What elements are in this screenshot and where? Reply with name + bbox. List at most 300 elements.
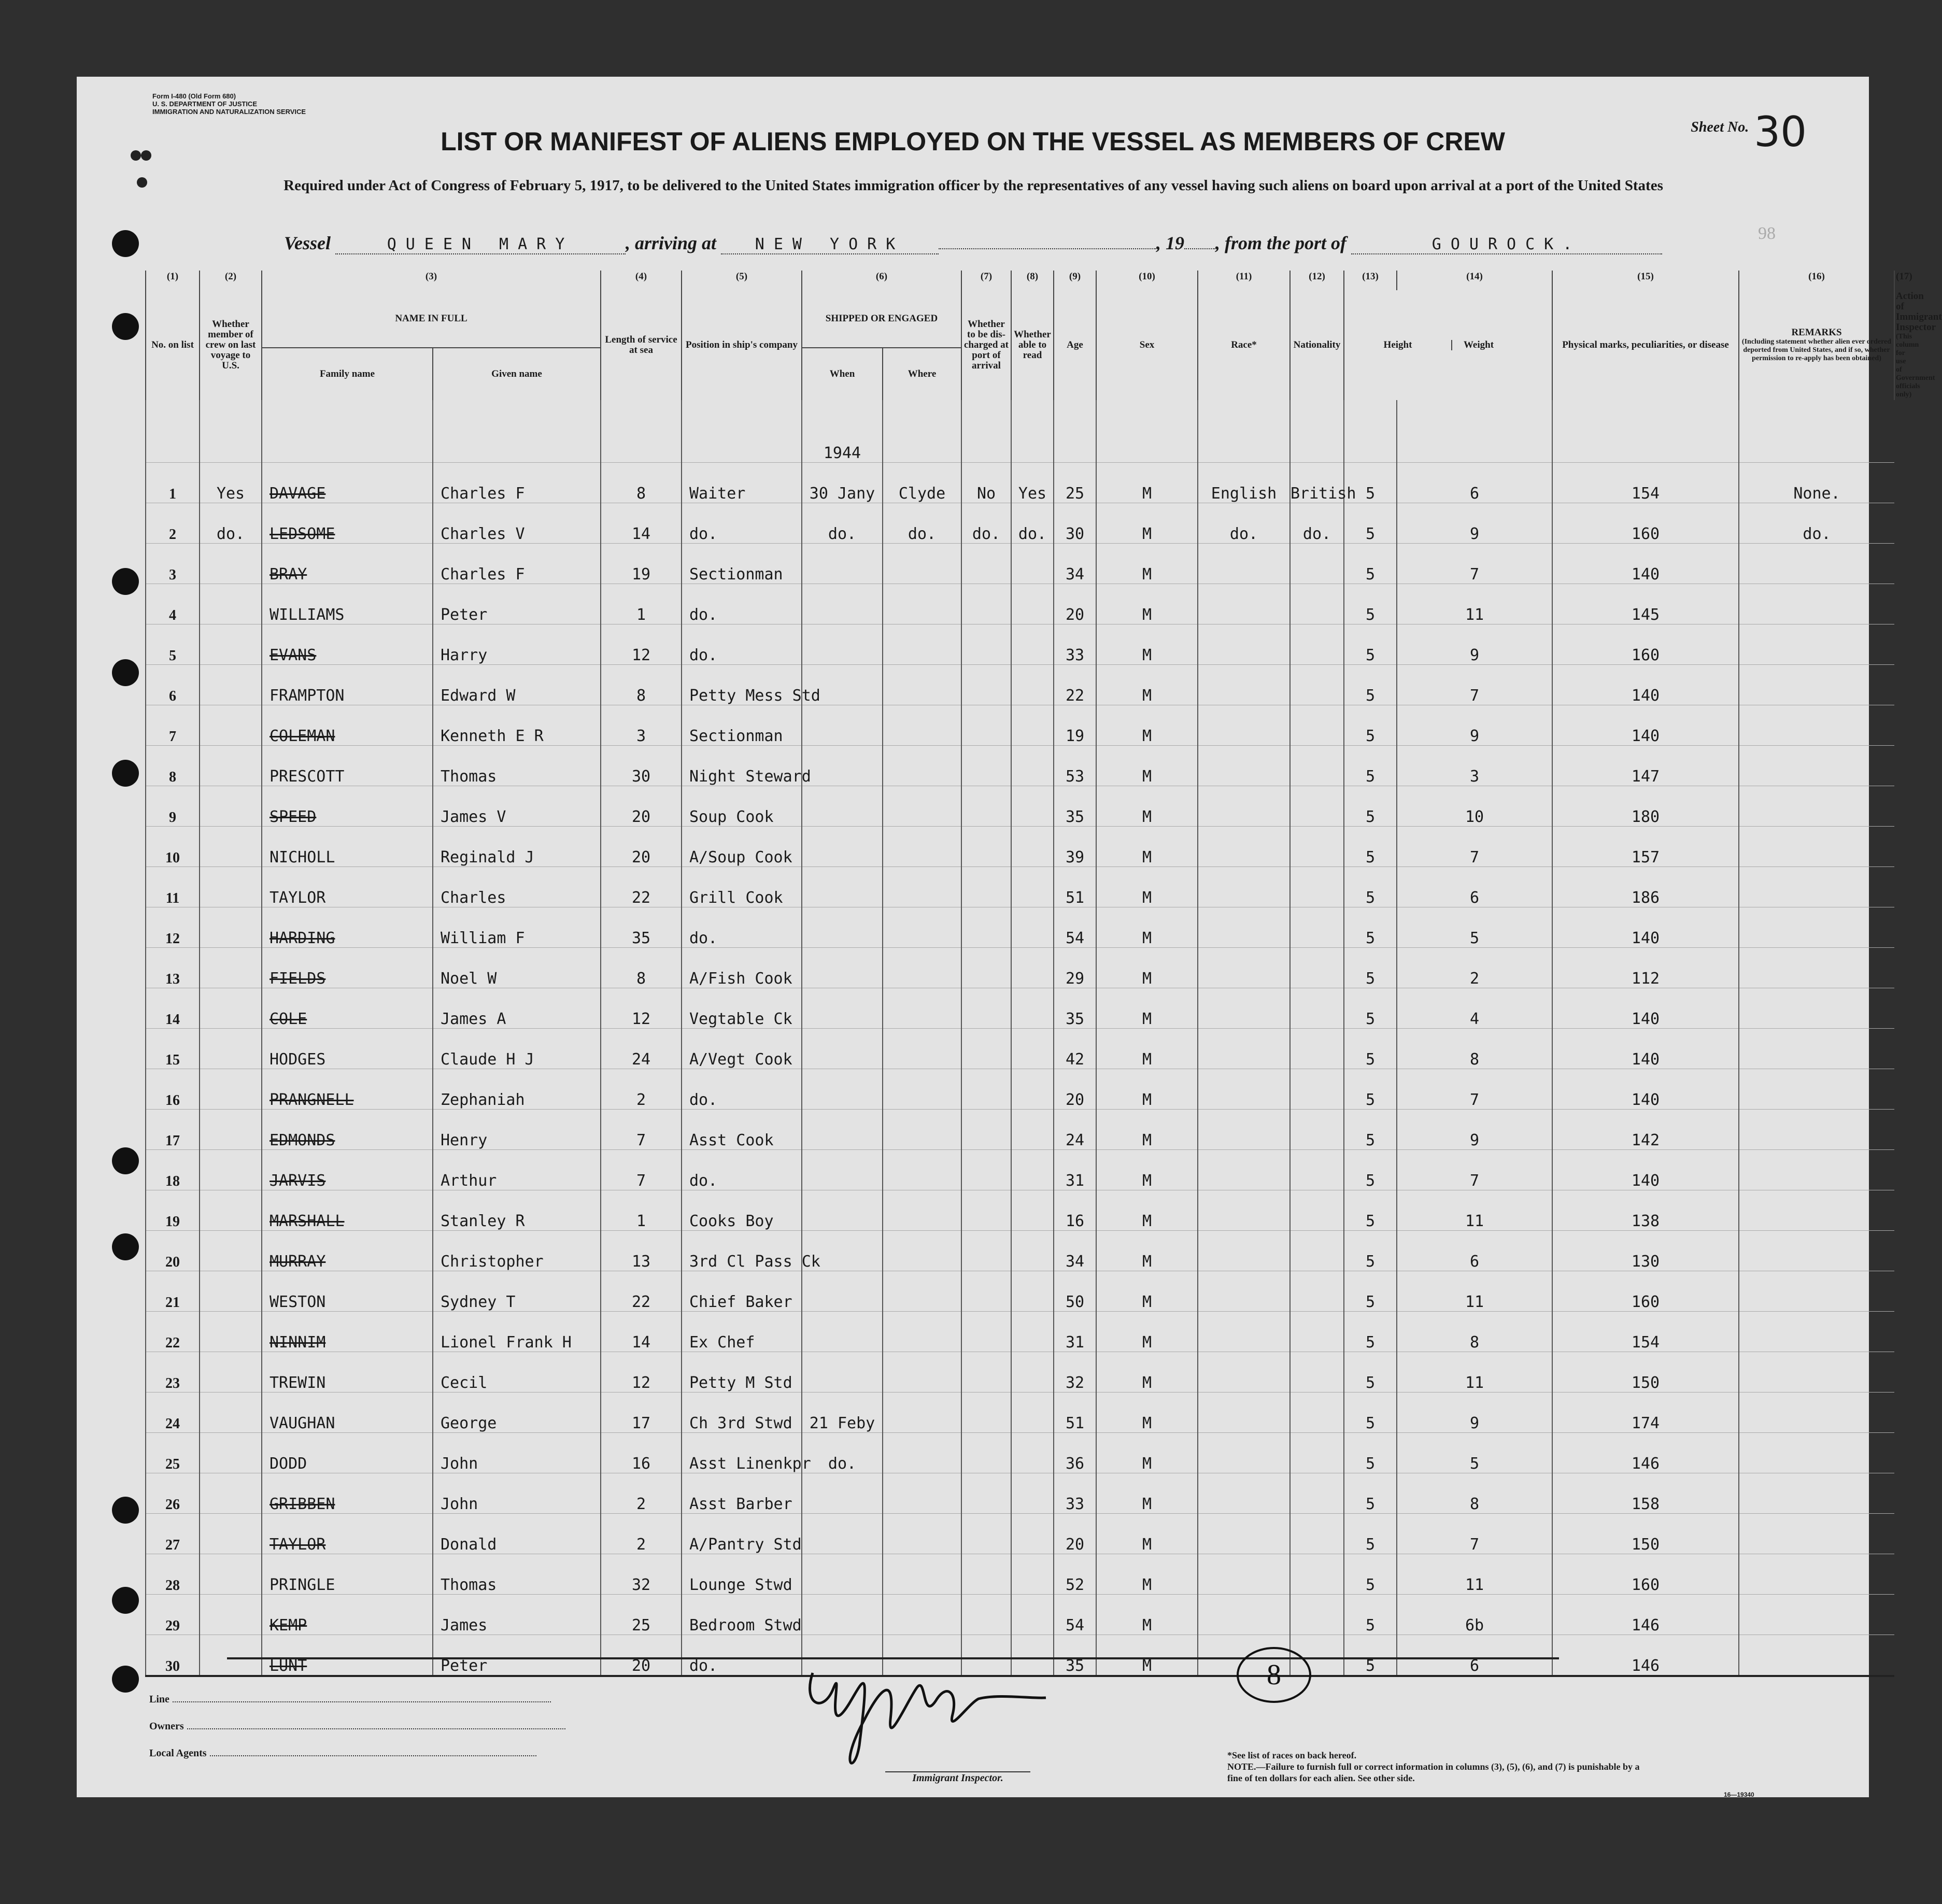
weight-cell-text: 140 (1631, 1172, 1660, 1190)
discharged-cell (961, 1150, 1011, 1190)
sheet-label: Sheet No. (1691, 119, 1749, 135)
height-inches-cell (1397, 1352, 1552, 1393)
physical-marks-cell (1739, 1110, 1894, 1150)
form-reference (152, 92, 306, 116)
form-code: 16—19340 (1724, 1791, 1754, 1798)
family-name-cell (262, 1029, 433, 1069)
when-cell (802, 948, 883, 988)
height-feet-cell (1344, 503, 1397, 544)
year-label: , 19 (1156, 233, 1185, 253)
physical-marks-cell (1739, 584, 1894, 624)
family-name-cell (262, 1231, 433, 1271)
service-cell (601, 907, 682, 948)
discharged-cell (961, 1069, 1011, 1110)
weight-cell-text: 145 (1631, 606, 1660, 624)
line-label: Line (149, 1694, 169, 1705)
height-feet-cell-text: 5 (1365, 1576, 1376, 1594)
service-cell (601, 1393, 682, 1433)
family-name-cell-text: MARSHALL (270, 1212, 345, 1230)
read-cell (1011, 1150, 1054, 1190)
when-cell (802, 1110, 883, 1150)
physical-marks-cell (1739, 1595, 1894, 1635)
physical-marks-cell (1739, 665, 1894, 705)
family-name-cell (262, 1271, 433, 1312)
read-cell (1011, 1433, 1054, 1473)
physical-marks-cell (1739, 544, 1894, 584)
sex-cell (1096, 584, 1198, 624)
position-cell (682, 948, 802, 988)
row-number (146, 1433, 200, 1473)
where-cell (883, 1312, 961, 1352)
age-cell (1054, 746, 1096, 786)
sex-cell (1096, 988, 1198, 1029)
position-cell-text: Bedroom Stwd (689, 1616, 802, 1635)
age-cell (1054, 907, 1096, 948)
col-num: (5) (682, 271, 802, 290)
row-number (146, 1231, 200, 1271)
when-cell (802, 1150, 883, 1190)
age-cell-text: 35 (1065, 808, 1085, 826)
row-number-text: 4 (169, 607, 176, 623)
family-name-cell (262, 1190, 433, 1231)
where-cell-text: do. (908, 525, 937, 543)
row-number-text: 7 (169, 729, 176, 745)
family-name-cell-text: EDMONDS (270, 1131, 335, 1149)
sex-cell-text: M (1142, 525, 1152, 543)
when-cell (802, 705, 883, 746)
service-cell (601, 503, 682, 544)
physical-marks-cell (1739, 1231, 1894, 1271)
prev-voyage-cell (200, 624, 262, 665)
height-inches-cell-text: 8 (1469, 1495, 1480, 1513)
race-note: *See list of races on back hereof. (1227, 1750, 1357, 1760)
position-cell (682, 1312, 802, 1352)
nationality-cell (1290, 1029, 1344, 1069)
age-cell-text: 16 (1065, 1212, 1085, 1230)
where-cell (883, 827, 961, 867)
sex-cell (1096, 1514, 1198, 1554)
sex-cell-text: M (1142, 889, 1152, 907)
race-cell (1198, 1150, 1290, 1190)
given-name-cell (433, 1312, 601, 1352)
weight-cell (1552, 786, 1739, 827)
weight-cell (1552, 988, 1739, 1029)
height-feet-cell-text: 5 (1365, 485, 1376, 503)
sex-cell (1096, 1433, 1198, 1473)
form-number: Form I-480 (Old Form 680) (152, 92, 236, 100)
row-number-text: 10 (165, 850, 180, 866)
when-cell (802, 1595, 883, 1635)
read-cell (1011, 948, 1054, 988)
sex-cell-text: M (1142, 970, 1152, 988)
nationality-cell (1290, 746, 1344, 786)
row-number-text: 23 (165, 1375, 180, 1391)
service-cell-text: 12 (631, 1010, 651, 1028)
family-name-cell (262, 1352, 433, 1393)
discharged-cell (961, 544, 1011, 584)
table-row (146, 1433, 1894, 1473)
sex-cell (1096, 544, 1198, 584)
where-cell (883, 665, 961, 705)
service-cell-text: 12 (631, 1374, 651, 1392)
position-cell-text: Ch 3rd Stwd (689, 1414, 792, 1432)
row-number-text: 17 (165, 1133, 180, 1149)
row-number (146, 1312, 200, 1352)
position-cell (682, 1231, 820, 1271)
height-feet-cell-text: 5 (1365, 1293, 1376, 1311)
where-cell (883, 867, 961, 907)
physical-marks-cell (1739, 1514, 1894, 1554)
height-inches-cell (1397, 1029, 1552, 1069)
service-cell (601, 746, 682, 786)
age-cell (1054, 463, 1096, 503)
height-feet-cell-text: 5 (1365, 848, 1376, 866)
family-name-cell-text: PRINGLE (270, 1576, 335, 1594)
discharged-cell (961, 1473, 1011, 1514)
physical-marks-cell (1739, 1150, 1894, 1190)
row-number (146, 988, 200, 1029)
height-inches-cell-text: 11 (1465, 1576, 1484, 1594)
weight-cell (1552, 1029, 1739, 1069)
height-feet-cell-text: 5 (1365, 889, 1376, 907)
service-cell-text: 2 (636, 1536, 646, 1554)
family-name-cell-text: HODGES (270, 1050, 326, 1069)
height-feet-cell (1344, 1029, 1397, 1069)
height-inches-cell (1397, 1190, 1552, 1231)
position-cell (682, 1393, 802, 1433)
physical-marks-cell (1739, 1190, 1894, 1231)
when-cell (802, 786, 883, 827)
where-cell (883, 463, 961, 503)
nationality-cell (1290, 1069, 1344, 1110)
height-feet-cell-text: 5 (1365, 1172, 1376, 1190)
prev-voyage-cell (200, 1110, 262, 1150)
where-cell (883, 1110, 961, 1150)
family-name-cell-text: TREWIN (270, 1374, 326, 1392)
sex-cell-text: M (1142, 1455, 1152, 1473)
prev-voyage-cell (200, 827, 262, 867)
weight-cell-text: 154 (1631, 1333, 1660, 1352)
height-feet-cell (1344, 1393, 1397, 1433)
height-feet-cell-text: 5 (1365, 1131, 1376, 1149)
discharged-cell (961, 705, 1011, 746)
when-cell (802, 503, 883, 544)
sex-cell (1096, 1393, 1198, 1433)
given-name-cell-text: John (441, 1455, 478, 1473)
row-number (146, 746, 200, 786)
weight-cell-text: 140 (1631, 1050, 1660, 1069)
age-cell (1054, 1231, 1096, 1271)
position-cell-text: Grill Cook (689, 889, 783, 907)
header-no-on-list: No. on list (146, 290, 200, 400)
position-cell (682, 665, 820, 705)
discharged-cell (961, 1352, 1011, 1393)
age-cell-text: 20 (1065, 1091, 1085, 1109)
nationality-cell (1290, 584, 1344, 624)
table-row (146, 786, 1894, 827)
height-inches-cell (1397, 786, 1552, 827)
given-name-cell (433, 503, 601, 544)
family-name-cell (262, 1393, 433, 1433)
read-cell (1011, 1069, 1054, 1110)
table-row (146, 584, 1894, 624)
read-cell (1011, 463, 1054, 503)
position-cell (682, 786, 802, 827)
height-feet-cell (1344, 1514, 1397, 1554)
weight-cell (1552, 1069, 1739, 1110)
sex-cell-text: M (1142, 1172, 1152, 1190)
page-title: LIST OR MANIFEST OF ALIENS EMPLOYED ON THE VESSEL AS MEMBERS OF CREW (441, 127, 1505, 156)
row-number-text: 12 (165, 931, 180, 947)
weight-cell-text: 112 (1631, 970, 1660, 988)
row-number-text: 19 (165, 1214, 180, 1230)
row-number-text: 9 (169, 809, 176, 826)
age-cell (1054, 705, 1096, 746)
weight-cell (1552, 907, 1739, 948)
height-inches-cell-text: 11 (1465, 1374, 1484, 1392)
footer-notes (1227, 1750, 1642, 1784)
read-cell (1011, 786, 1054, 827)
age-cell (1054, 1514, 1096, 1554)
where-cell (883, 1433, 961, 1473)
given-name-cell (433, 1150, 601, 1190)
height-inches-cell (1397, 544, 1552, 584)
height-feet-cell (1344, 1150, 1397, 1190)
header-position: Position in ship's company (682, 290, 802, 400)
read-cell (1011, 746, 1054, 786)
sex-cell-text: M (1142, 565, 1152, 584)
when-cell (802, 1393, 883, 1433)
height-feet-cell (1344, 786, 1397, 827)
where-cell (883, 746, 961, 786)
col-num: (15) (1552, 271, 1739, 290)
service-cell-text: 12 (631, 646, 651, 664)
discharged-cell (961, 1393, 1011, 1433)
header-age: Age (1054, 290, 1096, 400)
prev-voyage-cell (200, 786, 262, 827)
when-cell (802, 584, 883, 624)
row-number (146, 827, 200, 867)
discharged-cell (961, 584, 1011, 624)
age-cell-text: 52 (1065, 1576, 1085, 1594)
row-number-text: 15 (165, 1052, 180, 1068)
sex-cell-text: M (1142, 1374, 1152, 1392)
age-cell-text: 25 (1065, 485, 1085, 503)
read-cell (1011, 584, 1054, 624)
position-cell-text: Asst Linenkpr (689, 1455, 811, 1473)
height-feet-cell (1344, 1231, 1397, 1271)
service-cell (601, 1595, 682, 1635)
discharged-cell (961, 907, 1011, 948)
prev-voyage-cell (200, 746, 262, 786)
height-feet-cell (1344, 907, 1397, 948)
race-cell (1198, 1393, 1290, 1433)
when-cell (802, 1190, 883, 1231)
sex-cell-text: M (1142, 1253, 1152, 1271)
nationality-cell (1290, 867, 1344, 907)
height-inches-cell-text: 7 (1469, 687, 1480, 705)
race-cell (1198, 948, 1290, 988)
col-num: (12) (1290, 271, 1344, 290)
when-cell (802, 544, 883, 584)
prev-voyage-cell (200, 1312, 262, 1352)
sex-cell-text: M (1142, 1616, 1152, 1635)
where-cell (883, 1271, 961, 1312)
race-cell (1198, 544, 1290, 584)
given-name-cell-text: Claude H J (441, 1050, 534, 1069)
punch-hole (112, 1233, 139, 1260)
given-name-cell-text: Edward W (441, 687, 516, 705)
when-cell-text: 21 Feby (809, 1414, 875, 1432)
nationality-cell (1290, 1312, 1344, 1352)
sex-cell-text: M (1142, 768, 1152, 786)
discharged-cell (961, 746, 1011, 786)
height-feet-cell-text: 5 (1365, 565, 1376, 584)
age-cell (1054, 867, 1096, 907)
when-cell-text: 30 Jany (809, 485, 875, 503)
given-name-cell-text: George (441, 1414, 497, 1432)
age-cell (1054, 786, 1096, 827)
where-cell (883, 1231, 961, 1271)
table-row (146, 503, 1894, 544)
age-cell (1054, 665, 1096, 705)
given-name-cell (433, 988, 601, 1029)
weight-cell (1552, 1595, 1739, 1635)
inspector-signature (792, 1642, 1051, 1777)
height-inches-cell (1397, 1231, 1552, 1271)
row-number (146, 1190, 200, 1231)
position-cell-text: do. (689, 525, 718, 543)
prev-voyage-cell (200, 705, 262, 746)
weight-cell-text: 140 (1631, 1010, 1660, 1028)
nationality-cell (1290, 827, 1344, 867)
family-name-cell (262, 1312, 433, 1352)
read-cell (1011, 1029, 1054, 1069)
nationality-cell (1290, 503, 1344, 544)
position-cell-text: Waiter (689, 485, 746, 503)
height-inches-cell (1397, 1473, 1552, 1514)
family-name-cell-text: PRESCOTT (270, 768, 345, 786)
sex-cell (1096, 665, 1198, 705)
position-cell (682, 705, 802, 746)
given-name-cell-text: Noel W (441, 970, 497, 988)
position-cell (682, 1595, 802, 1635)
prev-voyage-cell (200, 665, 262, 705)
table-row (146, 463, 1894, 503)
sex-cell (1096, 907, 1198, 948)
position-cell-text: do. (689, 646, 718, 664)
sex-cell-text: M (1142, 1131, 1152, 1149)
weight-cell-text: 140 (1631, 687, 1660, 705)
header-race: Race* (1198, 290, 1290, 400)
position-cell (682, 544, 802, 584)
given-name-cell-text: Charles F (441, 485, 525, 503)
table-row (146, 1069, 1894, 1110)
given-name-cell (433, 907, 601, 948)
service-cell (601, 1312, 682, 1352)
table-row (146, 1595, 1894, 1635)
family-name-cell-text: KEMP (270, 1616, 307, 1635)
position-cell-text: do. (689, 1172, 718, 1190)
row-number-text: 21 (165, 1295, 180, 1311)
nationality-cell-text: British (1291, 485, 1356, 503)
row-number (146, 907, 200, 948)
height-feet-cell-text: 5 (1365, 1455, 1376, 1473)
header-remarks (1739, 290, 1894, 400)
family-name-cell (262, 584, 433, 624)
discharged-cell (961, 463, 1011, 503)
owners-label: Owners (149, 1721, 184, 1732)
physical-marks-cell (1739, 1069, 1894, 1110)
nationality-cell (1290, 1150, 1344, 1190)
position-cell (682, 1029, 802, 1069)
height-inches-cell (1397, 1393, 1552, 1433)
service-cell-text: 20 (631, 848, 651, 866)
service-cell (601, 867, 682, 907)
family-name-cell-text: HARDING (270, 929, 335, 947)
col-num: (14) (1397, 271, 1552, 290)
height-feet-cell-text: 5 (1365, 1050, 1376, 1069)
manifest-sheet (77, 77, 1942, 1798)
given-name-cell-text: Lionel Frank H (441, 1333, 572, 1352)
given-name-cell-text: Stanley R (441, 1212, 525, 1230)
family-name-cell (262, 1150, 433, 1190)
height-inches-cell-text: 6 (1469, 485, 1480, 503)
given-name-cell-text: Charles V (441, 525, 525, 543)
age-cell-text: 19 (1065, 727, 1085, 745)
position-cell-text: Petty Mess Std (689, 687, 820, 705)
row-number-text: 13 (165, 971, 180, 987)
row-number-text: 25 (165, 1456, 180, 1472)
physical-marks-cell-text: None. (1793, 485, 1840, 503)
age-cell-text: 20 (1065, 1536, 1085, 1554)
given-name-cell (433, 463, 601, 503)
punch-hole (112, 313, 139, 340)
where-cell (883, 584, 961, 624)
when-cell (802, 624, 883, 665)
table-row (146, 1352, 1894, 1393)
nationality-cell (1290, 786, 1344, 827)
read-cell (1011, 1514, 1054, 1554)
height-feet-cell-text: 5 (1365, 687, 1376, 705)
year-field (1184, 248, 1215, 249)
read-cell-text: Yes (1018, 485, 1047, 503)
row-number-text: 27 (165, 1537, 180, 1553)
row-number-text: 18 (165, 1173, 180, 1189)
height-feet-cell (1344, 1595, 1397, 1635)
table-row (146, 1473, 1894, 1514)
service-cell (601, 1069, 682, 1110)
height-inches-cell-text: 6 (1469, 1253, 1480, 1271)
height-inches-cell (1397, 503, 1552, 544)
height-inches-cell-text: 11 (1465, 1212, 1484, 1230)
col-num: (9) (1054, 271, 1096, 290)
given-name-cell (433, 705, 601, 746)
height-inches-cell (1397, 1271, 1552, 1312)
weight-cell-text: 130 (1631, 1253, 1660, 1271)
owners-dots (187, 1728, 565, 1729)
weight-cell (1552, 1393, 1739, 1433)
header-shipped-engaged: SHIPPED OR ENGAGED (802, 290, 961, 348)
weight-cell-text: 138 (1631, 1212, 1660, 1230)
height-inches-cell-text: 9 (1469, 1414, 1480, 1432)
when-cell (802, 827, 883, 867)
where-cell (883, 705, 961, 746)
header-name-in-full: NAME IN FULL (262, 290, 601, 348)
where-cell (883, 1352, 961, 1393)
col-num: (11) (1198, 271, 1290, 290)
given-name-cell (433, 544, 601, 584)
